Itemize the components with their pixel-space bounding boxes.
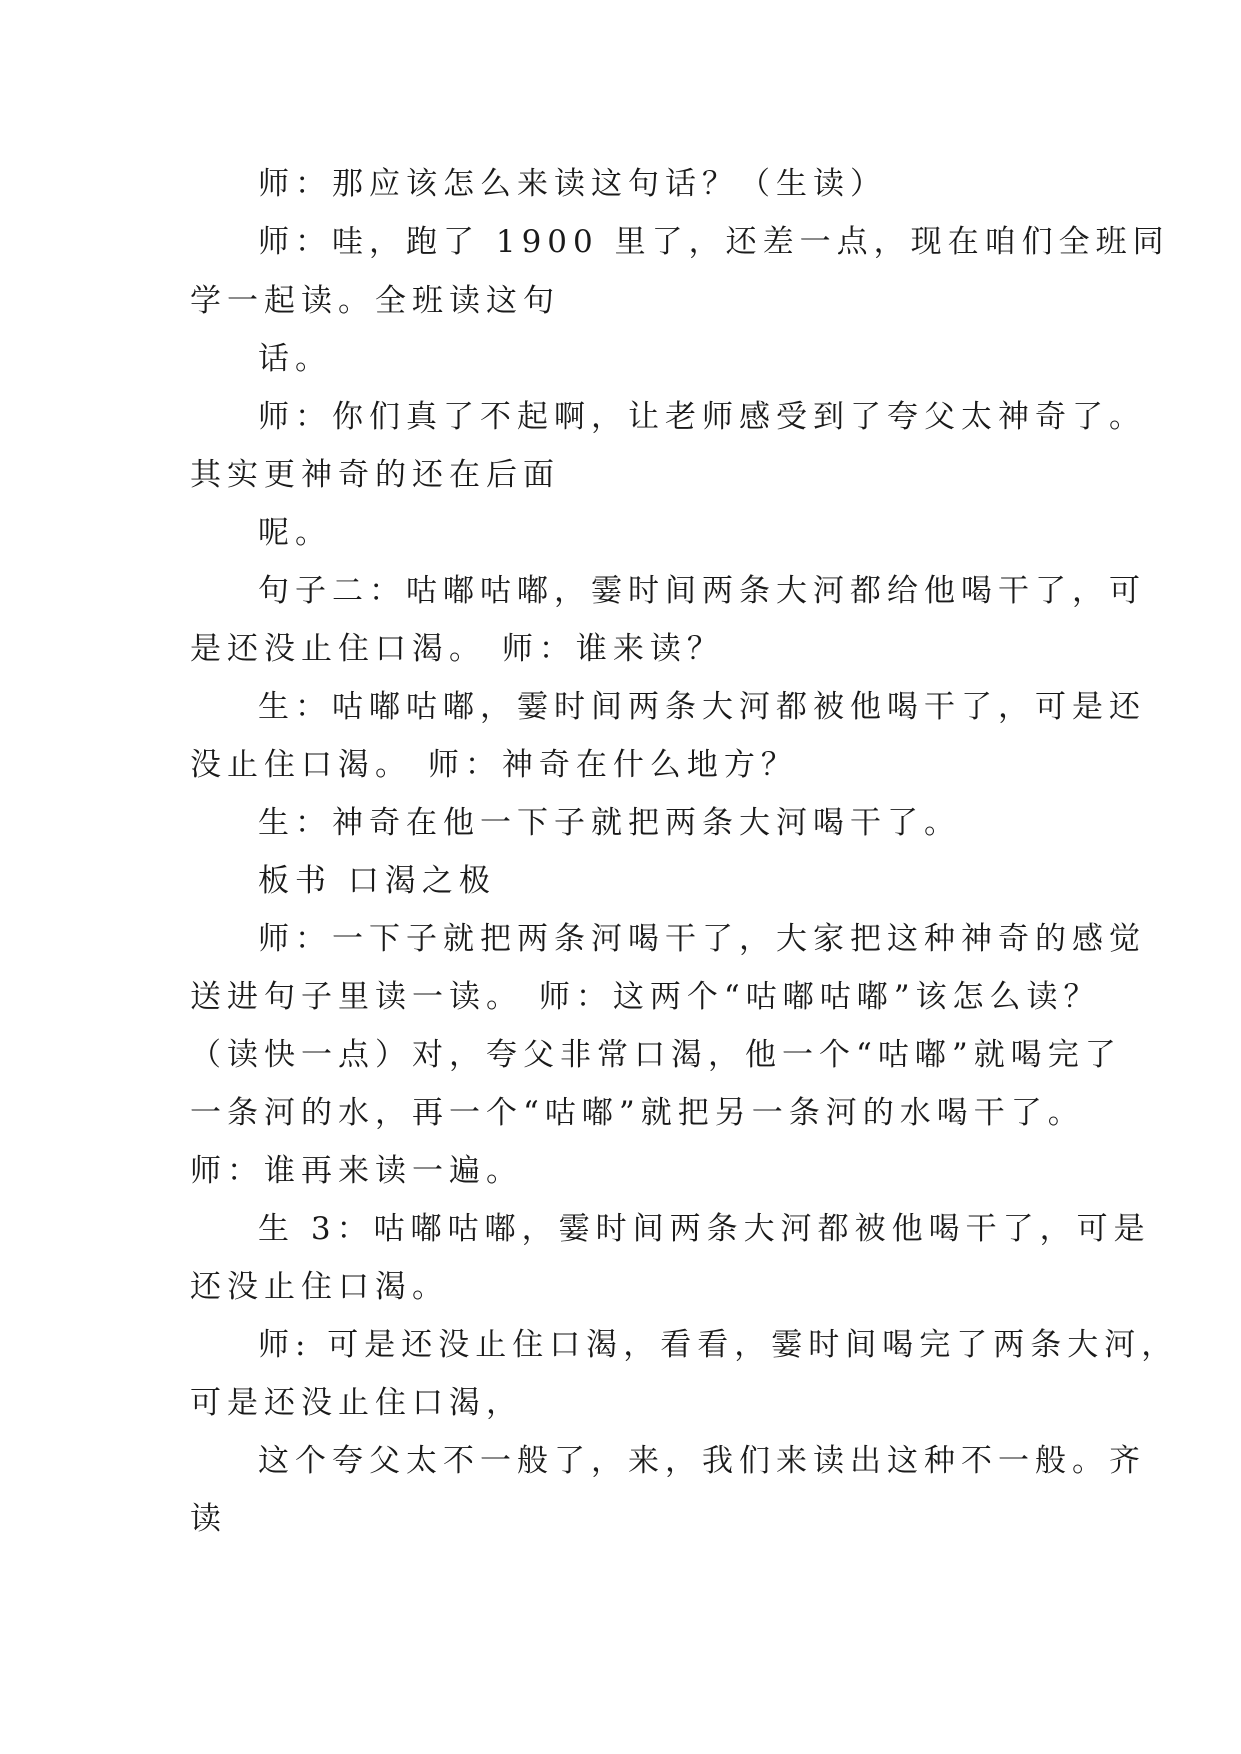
text-line-13: 板书 口渴之极: [258, 863, 496, 899]
text-line-21: 师: 可是还没止住口渴，看看，霎时间喝完了两条大河，: [258, 1327, 1179, 1363]
text-line-24: 读: [190, 1501, 227, 1537]
text-line-19: 生 3：咕嘟咕嘟，霎时间两条大河都被他喝干了，可是: [258, 1211, 1151, 1247]
text-line-1: 师：那应该怎么来读这句话？（生读）: [258, 166, 887, 202]
text-line-4: 话。: [258, 341, 332, 377]
text-line-8: 句子二：咕嘟咕嘟，霎时间两条大河都给他喝干了，可: [258, 573, 1146, 609]
text-line-6: 其实更神奇的还在后面: [190, 457, 560, 493]
text-line-18: 师：谁再来读一遍。: [190, 1153, 523, 1189]
text-line-20: 还没止住口渴。: [190, 1269, 449, 1305]
text-line-16: （读快一点）对，夸父非常口渴，他一个“咕嘟”就喝完了: [190, 1037, 1122, 1073]
text-line-11: 没止住口渴。 师：神奇在什么地方？: [190, 747, 798, 783]
text-line-2: 师：哇，跑了 1900 里了，还差一点，现在咱们全班同: [258, 224, 1170, 260]
text-line-7: 呢。: [258, 515, 332, 551]
text-line-9: 是还没止住口渴。 师：谁来读？: [190, 631, 724, 667]
text-line-5: 师：你们真了不起啊，让老师感受到了夸父太神奇了。: [258, 399, 1146, 435]
text-line-12: 生：神奇在他一下子就把两条大河喝干了。: [258, 805, 961, 841]
text-line-10: 生：咕嘟咕嘟，霎时间两条大河都被他喝干了，可是还: [258, 689, 1146, 725]
text-line-22: 可是还没止住口渴，: [190, 1385, 523, 1421]
text-line-17: 一条河的水，再一个“咕嘟”就把另一条河的水喝干了。: [190, 1095, 1085, 1131]
text-line-23: 这个夸父太不一般了，来，我们来读出这种不一般。齐: [258, 1443, 1146, 1479]
text-line-15: 送进句子里读一读。 师：这两个“咕嘟咕嘟”该怎么读？: [190, 979, 1101, 1015]
text-line-3: 学一起读。全班读这句: [190, 283, 560, 319]
text-line-14: 师：一下子就把两条河喝干了，大家把这种神奇的感觉: [258, 921, 1146, 957]
